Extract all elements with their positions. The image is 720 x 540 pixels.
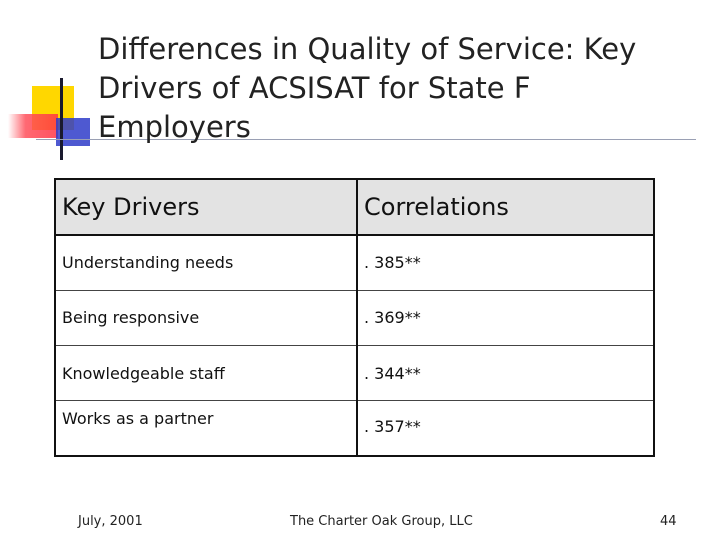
driver-cell: Works as a partner (55, 401, 357, 456)
correlation-cell: . 369** (357, 290, 654, 345)
correlation-cell: . 344** (357, 346, 654, 401)
driver-cell: Being responsive (55, 290, 357, 345)
footer-date: July, 2001 (78, 514, 143, 529)
driver-cell: Understanding needs (55, 235, 357, 290)
decorative-vertical-line (60, 78, 63, 160)
correlation-cell: . 385** (357, 235, 654, 290)
driver-cell: Knowledgeable staff (55, 346, 357, 401)
column-header-key-drivers: Key Drivers (55, 179, 357, 235)
table-row (55, 346, 654, 401)
correlation-cell: . 357** (357, 401, 654, 456)
table-row (55, 235, 654, 290)
column-header-correlations: Correlations (357, 179, 654, 235)
footer-page-number: 44 (660, 514, 677, 529)
key-drivers-table (54, 178, 655, 457)
table-row (55, 290, 654, 345)
table-row (55, 401, 654, 456)
slide-title: Differences in Quality of Service: Key Drivers of ACSISAT for State F Employers (98, 32, 637, 144)
footer-organization: The Charter Oak Group, LLC (290, 514, 473, 529)
decorative-red-bar (8, 114, 58, 138)
table-header-row (55, 179, 654, 235)
